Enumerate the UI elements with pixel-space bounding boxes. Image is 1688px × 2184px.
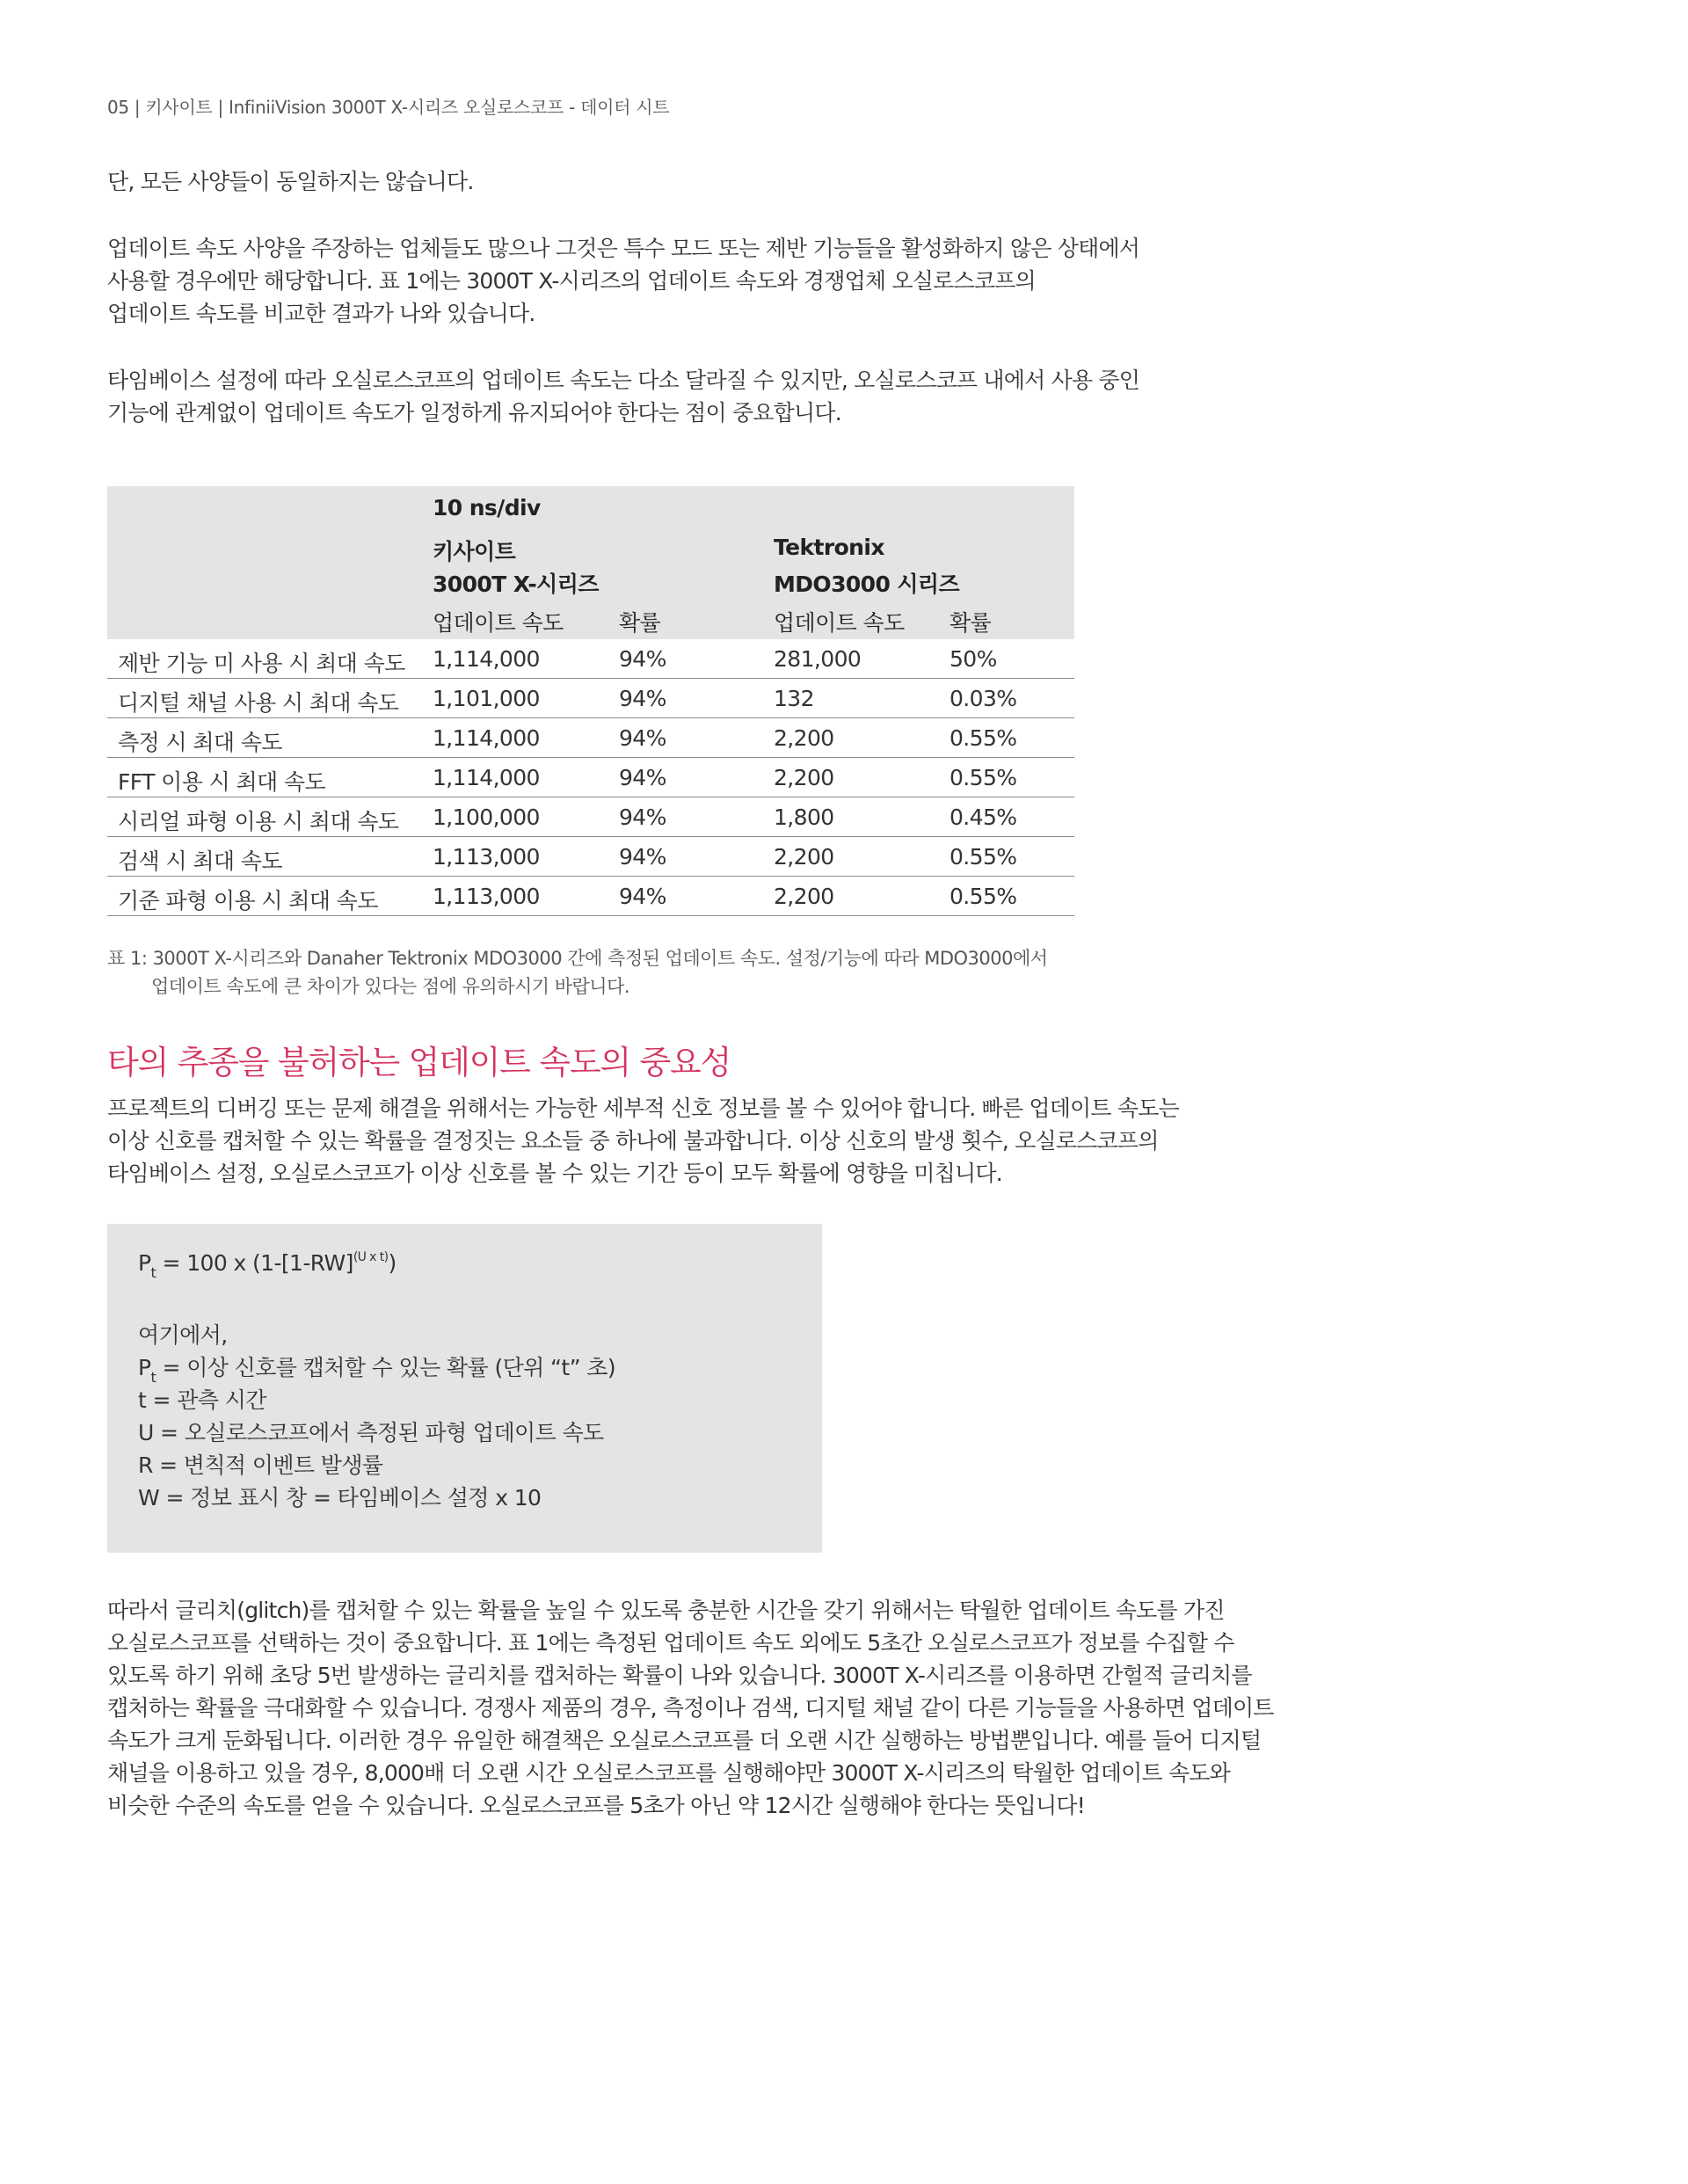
page-header: 05 | 키사이트 | InfiniiVision 3000T X-시리즈 오실로스코프 - 데이터 시트: [107, 97, 670, 118]
caption-line: 표 1: 3000T X-시리즈와 Danaher Tektronix MDO3000 간에 측정된 업데이트 속도. 설정/기능에 따라 MDO3000에서: [107, 948, 1048, 969]
update-rate-table: [107, 486, 1074, 916]
table-row: [107, 758, 1074, 797]
text-line: 업데이트 속도를 비교한 결과가 나와 있습니다.: [107, 301, 535, 326]
row-label: FFT 이용 시 최대 속도: [118, 769, 326, 795]
tek-prob: 0.03%: [950, 686, 1017, 711]
text-line: 타임베이스 설정에 따라 오실로스코프의 업데이트 속도는 다소 달라질 수 있지만, 오실로스코프 내에서 사용 중인: [107, 368, 1140, 393]
table-row: [107, 679, 1074, 718]
row-label: 디지털 채널 사용 시 최대 속도: [118, 690, 399, 716]
row-label: 제반 기능 미 사용 시 최대 속도: [118, 651, 405, 676]
text-line: 있도록 하기 위해 초당 5번 발생하는 글리치를 캡처하는 확률이 나와 있습니다. 3000T X-시리즈를 이용하면 간헐적 글리치를: [107, 1663, 1252, 1688]
keysight-model: 3000T X-시리즈: [433, 571, 599, 597]
section-title: 타의 추종을 불허하는 업데이트 속도의 중요성: [107, 1044, 731, 1081]
definition-text: = 이상 신호를 캡처할 수 있는 확률 (단위 “t” 초): [156, 1355, 616, 1380]
tek-prob: 0.55%: [950, 725, 1017, 751]
keysight-rate: 1,101,000: [433, 686, 540, 711]
text-line: 비슷한 수준의 속도를 얻을 수 있습니다. 오실로스코프를 5초가 아닌 약 12시간 실행해야 한다는 뜻입니다!: [107, 1793, 1085, 1818]
col-header-keysight-rate: 업데이트 속도: [433, 610, 564, 636]
tektronix-model: MDO3000 시리즈: [774, 571, 960, 597]
text-line: 속도가 크게 둔화됩니다. 이러한 경우 유일한 해결책은 오실로스코프를 더 오랜 시간 실행하는 방법뿐입니다. 예를 들어 디지털: [107, 1728, 1262, 1753]
keysight-rate: 1,100,000: [433, 804, 540, 830]
tek-prob: 0.55%: [950, 884, 1017, 909]
definition-pt: [138, 1350, 616, 1386]
keysight-brand: 키사이트: [433, 539, 516, 564]
row-label: 측정 시 최대 속도: [118, 730, 282, 755]
definition-u: U = 오실로스코프에서 측정된 파형 업데이트 속도: [138, 1420, 604, 1445]
text-line: 채널을 이용하고 있을 경우, 8,000배 더 오랜 시간 오실로스코프를 실행해야만 3000T X-시리즈의 탁월한 업데이트 속도와: [107, 1760, 1231, 1786]
formula-exponent: (U x t): [353, 1250, 389, 1264]
keysight-rate: 1,114,000: [433, 725, 540, 751]
tektronix-brand: Tektronix: [774, 535, 884, 560]
intro-paragraph-2: [107, 232, 1139, 330]
text-line: 캡처하는 확률을 극대화할 수 있습니다. 경쟁사 제품의 경우, 측정이나 검색, 디지털 채널 같이 다른 기능들을 사용하면 업데이트: [107, 1695, 1274, 1721]
definition-r: R = 변칙적 이벤트 발생률: [138, 1452, 383, 1478]
tek-rate: 2,200: [774, 844, 834, 870]
formula-body: = 100 x (1-[1-RW]: [156, 1250, 353, 1276]
row-label: 기준 파형 이용 시 최대 속도: [118, 888, 378, 914]
table-row: [107, 639, 1074, 679]
formula-where: 여기에서,: [138, 1322, 228, 1348]
text-line: 단, 모든 사양들이 동일하지는 않습니다.: [107, 169, 474, 194]
keysight-prob: 94%: [619, 844, 666, 870]
tek-rate: 132: [774, 686, 814, 711]
text-line: 따라서 글리치(glitch)를 캡처할 수 있는 확률을 높일 수 있도록 충분한 시간을 갖기 위해서는 탁월한 업데이트 속도를 가진: [107, 1598, 1225, 1623]
keysight-prob: 94%: [619, 884, 666, 909]
tek-prob: 50%: [950, 646, 997, 672]
intro-paragraph-3: [107, 364, 1139, 429]
table-row: [107, 797, 1074, 837]
formula-close: ): [388, 1250, 397, 1276]
keysight-rate: 1,113,000: [433, 844, 540, 870]
section-paragraph: [107, 1092, 1179, 1190]
text-line: 오실로스코프를 선택하는 것이 중요합니다. 표 1에는 측정된 업데이트 속도 외에도 5초간 오실로스코프가 정보를 수집할 수: [107, 1630, 1234, 1656]
tek-rate: 2,200: [774, 765, 834, 790]
caption-line: 업데이트 속도에 큰 차이가 있다는 점에 유의하시기 바랍니다.: [151, 976, 630, 997]
col-header-tek-rate: 업데이트 속도: [774, 610, 905, 636]
col-header-tek-prob: 확률: [950, 610, 992, 636]
table-header: [107, 486, 1074, 639]
text-line: 프로젝트의 디버깅 또는 문제 해결을 위해서는 가능한 세부적 신호 정보를 볼 수 있어야 합니다. 빠른 업데이트 속도는: [107, 1096, 1179, 1121]
text-line: 사용할 경우에만 해당합니다. 표 1에는 3000T X-시리즈의 업데이트 속도와 경쟁업체 오실로스코프의: [107, 268, 1036, 294]
keysight-prob: 94%: [619, 686, 666, 711]
intro-paragraph-1: [107, 165, 473, 198]
keysight-rate: 1,114,000: [433, 646, 540, 672]
keysight-rate: 1,113,000: [433, 884, 540, 909]
tek-rate: 2,200: [774, 884, 834, 909]
table-caption: [107, 944, 1048, 1001]
tek-prob: 0.55%: [950, 765, 1017, 790]
text-line: 기능에 관계없이 업데이트 속도가 일정하게 유지되어야 한다는 점이 중요합니다.: [107, 400, 841, 426]
table-row: [107, 718, 1074, 758]
tek-prob: 0.45%: [950, 804, 1017, 830]
definition-w: W = 정보 표시 창 = 타임베이스 설정 x 10: [138, 1485, 542, 1511]
table-row: [107, 837, 1074, 877]
formula-subscript: t: [150, 1264, 156, 1281]
row-label: 검색 시 최대 속도: [118, 848, 282, 874]
keysight-prob: 94%: [619, 804, 666, 830]
definition-symbol: P: [138, 1355, 151, 1380]
probability-formula: [138, 1250, 397, 1281]
timebase-label: 10 ns/div: [433, 495, 541, 521]
formula-box: [107, 1224, 822, 1553]
tek-rate: 2,200: [774, 725, 834, 751]
definition-subscript: t: [150, 1369, 156, 1386]
row-label: 시리얼 파형 이용 시 최대 속도: [118, 809, 399, 834]
formula-symbol: P: [138, 1250, 151, 1276]
tek-prob: 0.55%: [950, 844, 1017, 870]
text-line: 타임베이스 설정, 오실로스코프가 이상 신호를 볼 수 있는 기간 등이 모두 확률에 영향을 미칩니다.: [107, 1161, 1002, 1186]
definition-t: t = 관측 시간: [138, 1387, 266, 1413]
table-row: [107, 877, 1074, 916]
keysight-prob: 94%: [619, 646, 666, 672]
final-paragraph: [107, 1594, 1274, 1822]
keysight-prob: 94%: [619, 765, 666, 790]
col-header-keysight-prob: 확률: [619, 610, 661, 636]
tek-rate: 281,000: [774, 646, 862, 672]
text-line: 이상 신호를 캡처할 수 있는 확률을 결정짓는 요소들 중 하나에 불과합니다. 이상 신호의 발생 횟수, 오실로스코프의: [107, 1128, 1159, 1154]
keysight-prob: 94%: [619, 725, 666, 751]
tek-rate: 1,800: [774, 804, 834, 830]
text-line: 업데이트 속도 사양을 주장하는 업체들도 많으나 그것은 특수 모드 또는 제반 기능들을 활성화하지 않은 상태에서: [107, 236, 1140, 261]
keysight-rate: 1,114,000: [433, 765, 540, 790]
